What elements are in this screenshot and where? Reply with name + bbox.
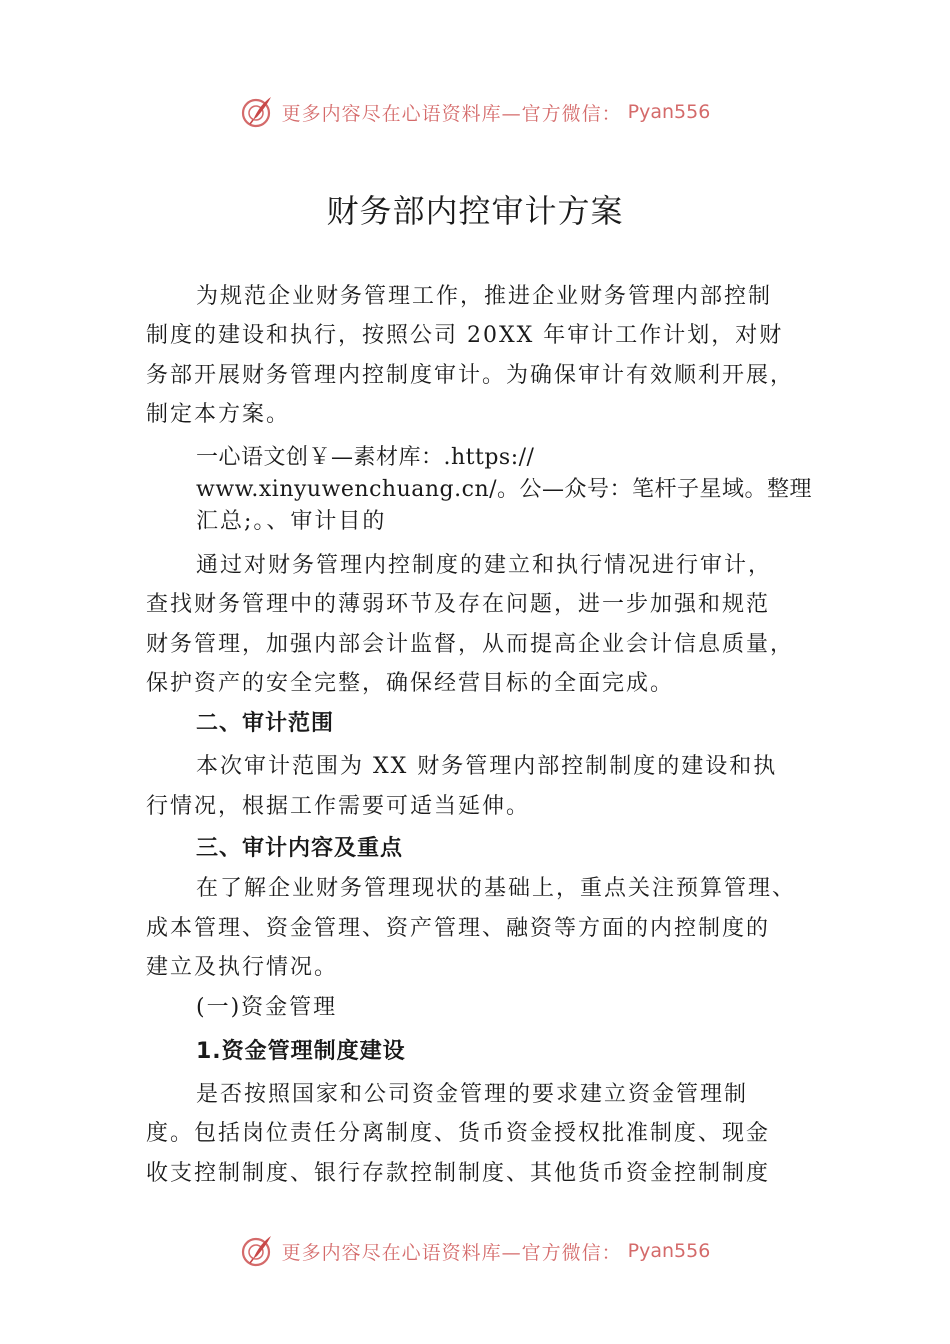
item-body-line: 度。包括岗位责任分离制度、货币资金授权批准制度、现金 bbox=[146, 1121, 771, 1146]
content-line: 成本管理、资金管理、资产管理、融资等方面的内控制度的 bbox=[146, 916, 771, 941]
intro-line: 制度的建设和执行，按照公司 20XX 年审计工作计划，对财 bbox=[146, 323, 784, 348]
banner-text: 更多内容尽在心语资料库—官方微信： bbox=[281, 102, 622, 125]
intro-line: 为规范企业财务管理工作，推进企业财务管理内部控制 bbox=[196, 284, 773, 309]
purpose-line: 保护资产的安全完整，确保经营目标的全面完成。 bbox=[146, 671, 675, 696]
bottom-banner bbox=[0, 1233, 950, 1269]
quill-logo-icon bbox=[240, 94, 276, 130]
content-line: 在了解企业财务管理现状的基础上，重点关注预算管理、 bbox=[196, 876, 797, 901]
source-line: 汇总;。、审计目的 bbox=[196, 509, 387, 534]
section-heading-content: 三、审计内容及重点 bbox=[196, 836, 404, 861]
source-line: 一心语文创￥—素材库：.https:// bbox=[196, 445, 535, 470]
top-banner bbox=[0, 94, 950, 130]
subsection-heading-funds: (一)资金管理 bbox=[196, 995, 338, 1020]
banner-wechat-id: Pyan556 bbox=[627, 1240, 711, 1262]
section-heading-scope: 二、审计范围 bbox=[196, 711, 335, 736]
item-body-line: 收支控制制度、银行存款控制制度、其他货币资金控制制度 bbox=[146, 1161, 771, 1186]
banner-wechat-id: Pyan556 bbox=[627, 101, 711, 123]
content-line: 建立及执行情况。 bbox=[146, 955, 339, 980]
purpose-line: 财务管理，加强内部会计监督，从而提高企业会计信息质量， bbox=[146, 632, 795, 657]
scope-line: 行情况，根据工作需要可适当延伸。 bbox=[146, 794, 531, 819]
item-heading-funds-system: 1.资金管理制度建设 bbox=[196, 1039, 406, 1064]
quill-logo-icon bbox=[240, 1233, 276, 1269]
intro-line: 务部开展财务管理内控制度审计。为确保审计有效顺利开展， bbox=[146, 363, 795, 388]
purpose-line: 查找财务管理中的薄弱环节及存在问题，进一步加强和规范 bbox=[146, 592, 771, 617]
purpose-line: 通过对财务管理内控制度的建立和执行情况进行审计， bbox=[196, 553, 773, 578]
scope-line: 本次审计范围为 XX 财务管理内部控制制度的建设和执 bbox=[196, 754, 778, 779]
banner-text: 更多内容尽在心语资料库—官方微信： bbox=[281, 1241, 622, 1264]
intro-line: 制定本方案。 bbox=[146, 402, 291, 427]
item-body-line: 是否按照国家和公司资金管理的要求建立资金管理制 bbox=[196, 1082, 749, 1107]
source-line: www.xinyuwenchuang.cn/。公—众号：笔杆子星域。整理 bbox=[196, 477, 813, 502]
document-title: 财务部内控审计方案 bbox=[326, 192, 624, 230]
